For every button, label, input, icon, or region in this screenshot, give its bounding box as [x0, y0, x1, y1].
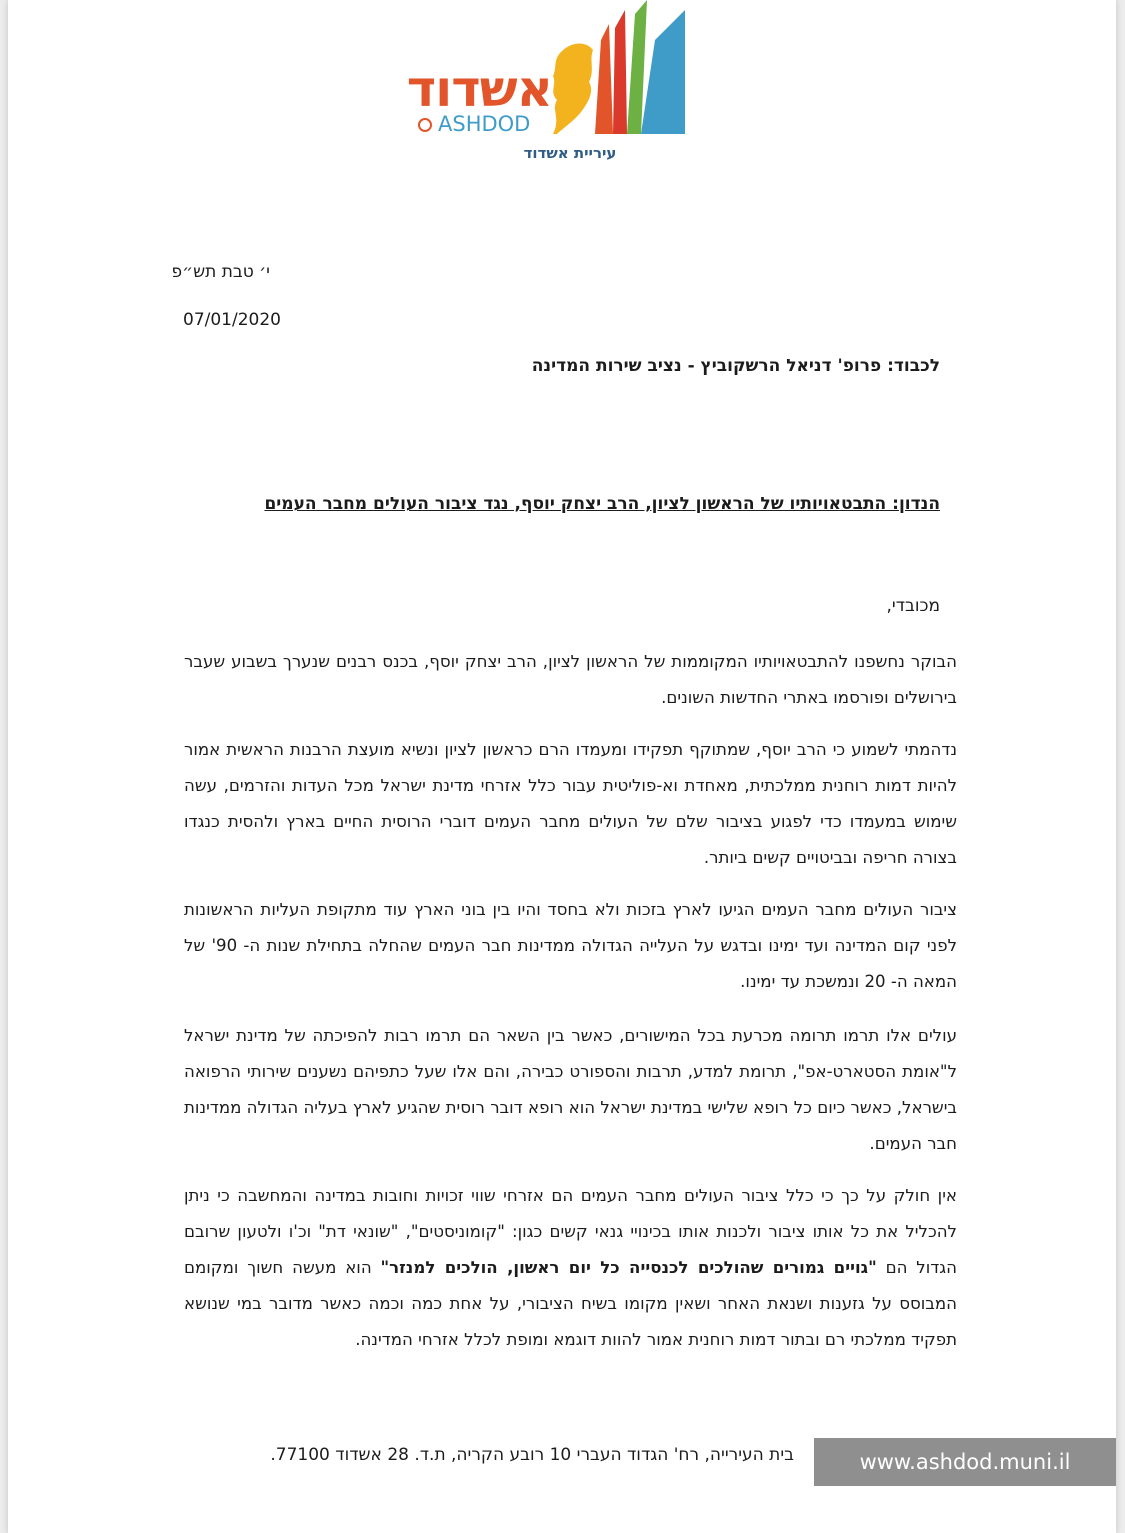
- subject-line: הנדון: התבטאויותיו של הראשון לציון, הרב יצחק יוסף, נגד ציבור העולים מחבר העמים: [264, 494, 940, 514]
- paragraph-3: ציבור העולים מחבר העמים הגיעו לארץ בזכות ולא בחסד והיו בין בוני הארץ עוד מתקופת העליות הראשונות לפני קום המדינה ועד ימינו ובדגש על העלייה הגדולה ממדינות חבר העמים שהחלה בתחילת שנות ה- 90' של המאה ה- 20 ונמשכת עד ימינו.: [184, 900, 957, 991]
- website-link[interactable]: www.ashdod.muni.il: [814, 1438, 1116, 1486]
- hebrew-date: י׳ טבת תש״פ: [171, 262, 270, 282]
- sails-logo-icon: [543, 0, 688, 140]
- paragraph-5-end: הוא מעשה חשוך ומקומם המבוסס על גזענות ושנאת האחר ושאין מקומו בשיח הציבורי, על אחת כמה וכמה כאשר מדובר במי שנושא תפקיד ממלכתי רם ובתור דמות רוחנית אמור להוות דוגמא ומופת לכלל אזרחי המדינה.: [184, 1258, 957, 1349]
- letter-page: [8, 0, 1116, 1533]
- logo-english-text: ASHDOD: [438, 112, 531, 136]
- paragraph-5: [184, 1178, 957, 1358]
- gregorian-date: 07/01/2020: [183, 310, 281, 330]
- footer-address: בית העירייה, רח' הגדוד העברי 10 רובע הקריה, ת.ד. 28 אשדוד 77100.: [270, 1445, 794, 1465]
- logo-hebrew-text: אשדוד: [406, 60, 552, 118]
- paragraph-2: נדהמתי לשמוע כי הרב יוסף, שמתוקף תפקידו ומעמדו הרם כראשון לציון ונשיא מועצת הרבנות הראשית אמור להיות דמות רוחנית ממלכתית, מאחדת וא-פוליטית עבור כלל אזרחי מדינת ישראל מכל העדות והזרמים, עשה שימוש במעמדו כדי לפגוע בציבור שלם של העולים מחבר העמים דוברי הרוסית החיים בארץ ולהסית כנגדו בצורה חריפה ובביטויים קשים ביותר.: [184, 740, 957, 867]
- greeting: מכובדי,: [886, 596, 940, 616]
- paragraph-4: עולים אלו תרמו תרומה מכרעת בכל המישורים, כאשר בין השאר הם תרמו רבות להפיכתה של מדינת ישראל ל"אומת הסטארט-אפ", תרומת למדע, תרבות והספורט כבירה, והם אלו שעל כתפיהם נשענים שירותי הרפואה בישראל, כאשר כיום כל רופא שלישי במדינת ישראל הוא רופא דובר רוסית שהגיע לארץ בעליה הגדולה ממדינות חבר העמים.: [184, 1026, 957, 1153]
- logo-subtitle: עיריית אשדוד: [523, 144, 617, 162]
- paragraph-5-quote: "גויים גמורים שהולכים לכנסייה כל יום ראשון, הולכים למנזר": [380, 1258, 877, 1277]
- ashdod-logo: [388, 0, 688, 170]
- recipient-line: לכבוד: פרופ' דניאל הרשקוביץ - נציב שירות המדינה: [531, 356, 940, 376]
- paragraph-5-start: אין חולק על כך כי כלל ציבור העולים מחבר העמים הם אזרחי שווי זכויות וחובות במדינה והמחשבה כי ניתן להכליל את כל אותו ציבור ולכנות אותו בכינויי גנאי קשים כגון: "קומוניסטים", "שונאי דת" וכ'ו ולטעון שרובם הגדול הם: [184, 1186, 957, 1277]
- paragraph-1: הבוקר נחשפנו להתבטאויותיו המקוממות של הראשון לציון, הרב יצחק יוסף, בכנס רבנים שנערך בשבוע שעבר בירושלים ופורסמו באתרי החדשות השונים.: [184, 652, 957, 707]
